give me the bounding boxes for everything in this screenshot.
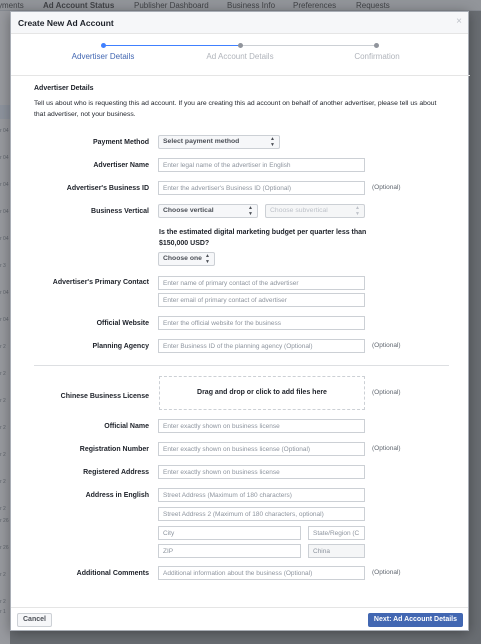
chinese-license-label: Chinese Business License <box>60 393 149 400</box>
step-connector-1 <box>103 45 239 46</box>
business-subvertical-select[interactable] <box>265 204 365 218</box>
official-name-label: Official Name <box>104 423 149 430</box>
registration-number-label: Registration Number <box>79 446 149 453</box>
official-name-input[interactable] <box>158 419 365 433</box>
additional-comments-input[interactable] <box>158 566 365 580</box>
payment-method-select[interactable] <box>158 135 280 149</box>
business-id-input[interactable] <box>158 181 365 195</box>
step-dot-confirmation <box>374 43 379 48</box>
step-dot-ad-account-details <box>238 43 243 48</box>
business-subvertical-value: Choose subvertical <box>270 207 328 214</box>
street-address-2-input[interactable] <box>158 507 365 521</box>
state-input[interactable] <box>308 526 365 540</box>
section-divider <box>34 365 449 366</box>
budget-select[interactable] <box>158 252 215 266</box>
select-arrows-icon: ▲ ▼ <box>270 136 275 148</box>
business-vertical-select[interactable] <box>158 204 258 218</box>
additional-comments-label: Additional Comments <box>76 570 149 577</box>
dialog-footer <box>11 607 468 630</box>
cancel-button[interactable]: Cancel <box>17 613 52 627</box>
primary-contact-email-input[interactable] <box>158 293 365 307</box>
select-arrows-icon: ▲ ▼ <box>355 205 360 217</box>
zip-input[interactable] <box>158 544 301 558</box>
payment-method-value: Select payment method <box>163 138 240 145</box>
progress-stepper <box>11 35 470 63</box>
primary-contact-label: Advertiser's Primary Contact <box>52 279 149 286</box>
license-dropzone[interactable]: Drag and drop or click to add files here <box>159 376 365 410</box>
planning-agency-label: Planning Agency <box>92 343 149 350</box>
official-website-input[interactable] <box>158 316 365 330</box>
budget-question: Is the estimated digital marketing budget per quarter less than $150,000 USD? <box>159 229 367 247</box>
advertiser-name-input[interactable] <box>158 158 365 172</box>
planning-agency-optional: (Optional) <box>372 342 401 349</box>
country-input <box>308 544 365 558</box>
section-intro: Tell us about who is requesting this ad account. If you are creating this ad account on behalf of another advertiser, please tell us about that advertiser, not your business. <box>34 100 437 118</box>
registration-number-optional: (Optional) <box>372 445 401 452</box>
advertiser-name-label: Advertiser Name <box>93 162 149 169</box>
business-id-optional: (Optional) <box>372 184 401 191</box>
payment-method-label: Payment Method <box>92 139 149 146</box>
budget-select-value: Choose one <box>163 255 202 262</box>
create-ad-account-dialog <box>10 11 469 631</box>
step-label-advertiser-details: Advertiser Details <box>71 52 135 61</box>
official-website-label: Official Website <box>96 320 149 327</box>
step-label-confirmation: Confirmation <box>354 52 400 61</box>
business-vertical-value: Choose vertical <box>163 207 214 214</box>
address-english-label: Address in English <box>85 492 149 499</box>
additional-comments-optional: (Optional) <box>372 569 401 576</box>
dialog-title: Create New Ad Account <box>18 18 114 28</box>
business-id-label: Advertiser's Business ID <box>66 185 149 192</box>
planning-agency-input[interactable] <box>158 339 365 353</box>
section-title: Advertiser Details <box>34 85 94 92</box>
select-arrows-icon: ▲ ▼ <box>248 205 253 217</box>
step-label-ad-account-details: Ad Account Details <box>206 52 274 61</box>
registered-address-input[interactable] <box>158 465 365 479</box>
step-dot-advertiser-details <box>101 43 106 48</box>
registered-address-label: Registered Address <box>83 469 149 476</box>
select-arrows-icon: ▲ ▼ <box>205 253 210 265</box>
dialog-header <box>11 12 468 34</box>
next-button[interactable]: Next: Ad Account Details <box>368 613 463 627</box>
business-vertical-label: Business Vertical <box>91 208 149 215</box>
close-icon[interactable]: × <box>456 16 462 27</box>
step-connector-2 <box>239 45 377 46</box>
registration-number-input[interactable] <box>158 442 365 456</box>
primary-contact-name-input[interactable] <box>158 276 365 290</box>
city-input[interactable] <box>158 526 301 540</box>
street-address-input[interactable] <box>158 488 365 502</box>
header-divider <box>11 75 470 76</box>
chinese-license-optional: (Optional) <box>372 389 401 396</box>
